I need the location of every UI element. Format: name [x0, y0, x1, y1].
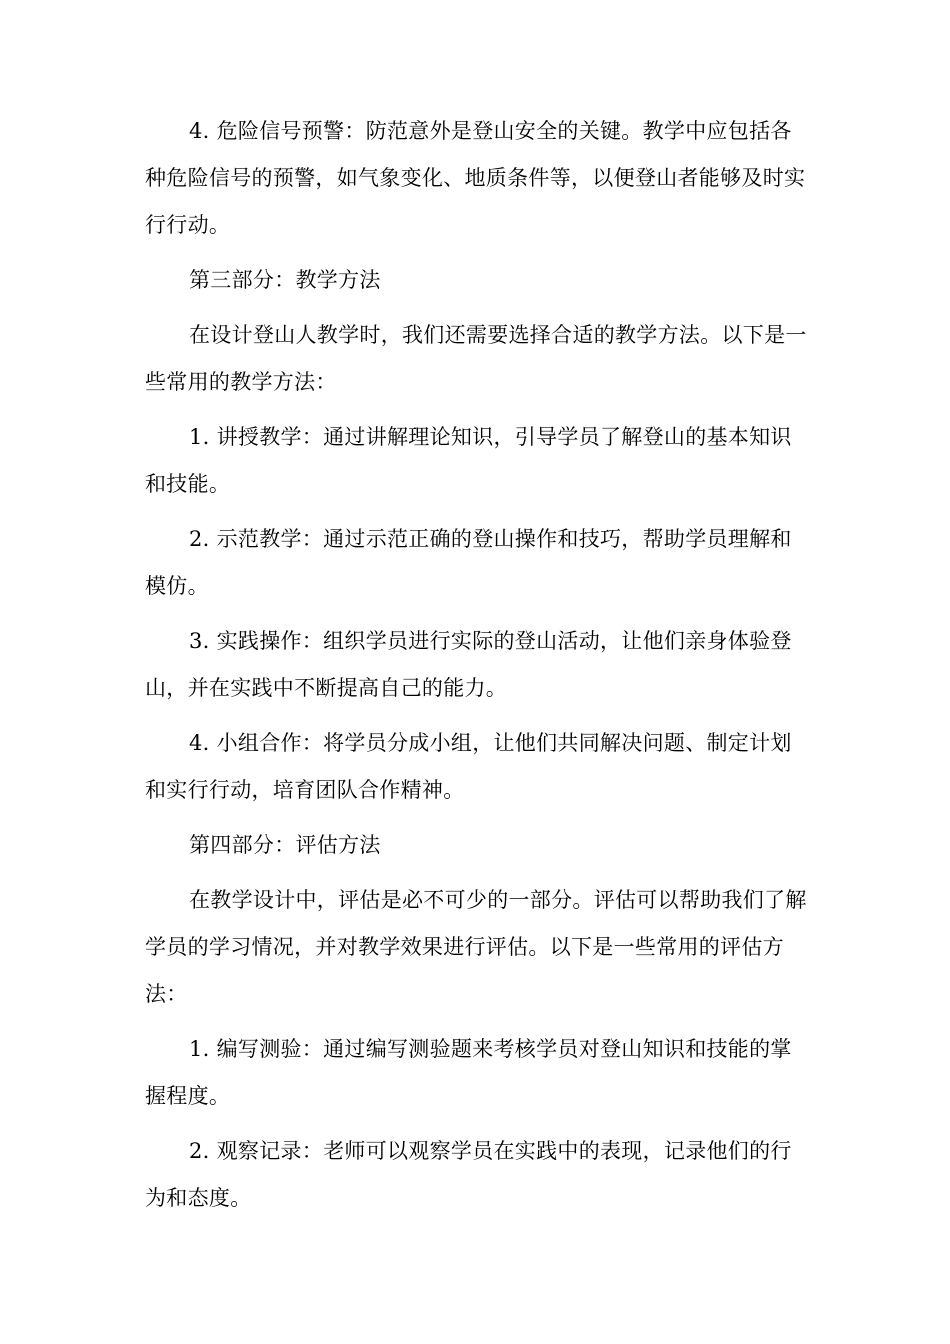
- list-item-group-cooperation: 4. 小组合作：将学员分成小组，让他们共同解决问题、制定计划和实行行动，培育团队合作精神。: [145, 731, 792, 802]
- section-heading-teaching-methods: 第三部分：教学方法: [189, 268, 381, 292]
- section-heading-assessment-methods: 第四部分：评估方法: [189, 833, 381, 857]
- list-item-demonstration-teaching: 2. 示范教学：通过示范正确的登山操作和技巧，帮助学员理解和模仿。: [145, 527, 792, 598]
- paragraph-danger-signal-warning: 4. 危险信号预警：防范意外是登山安全的关键。教学中应包括各种危险信号的预警，如气象变化、地质条件等，以便登山者能够及时实行行动。: [145, 119, 806, 237]
- list-item-practical-operation: 3. 实践操作：组织学员进行实际的登山活动，让他们亲身体验登山，并在实践中不断提高自己的能力。: [145, 629, 792, 700]
- document-body: [145, 108, 810, 1230]
- list-item-lecture-teaching: 1. 讲授教学：通过讲解理论知识，引导学员了解登山的基本知识和技能。: [145, 425, 792, 496]
- paragraph-teaching-methods-intro: 在设计登山人教学时，我们还需要选择合适的教学方法。以下是一些常用的教学方法：: [145, 323, 807, 394]
- paragraph-assessment-intro: 在教学设计中，评估是必不可少的一部分。评估可以帮助我们了解学员的学习情况，并对教学效果进行评估。以下是一些常用的评估方法：: [145, 888, 807, 1006]
- list-item-observation-record: 2. 观察记录：老师可以观察学员在实践中的表现，记录他们的行为和态度。: [145, 1139, 792, 1210]
- list-item-written-test: 1. 编写测验：通过编写测验题来考核学员对登山知识和技能的掌握程度。: [145, 1037, 792, 1108]
